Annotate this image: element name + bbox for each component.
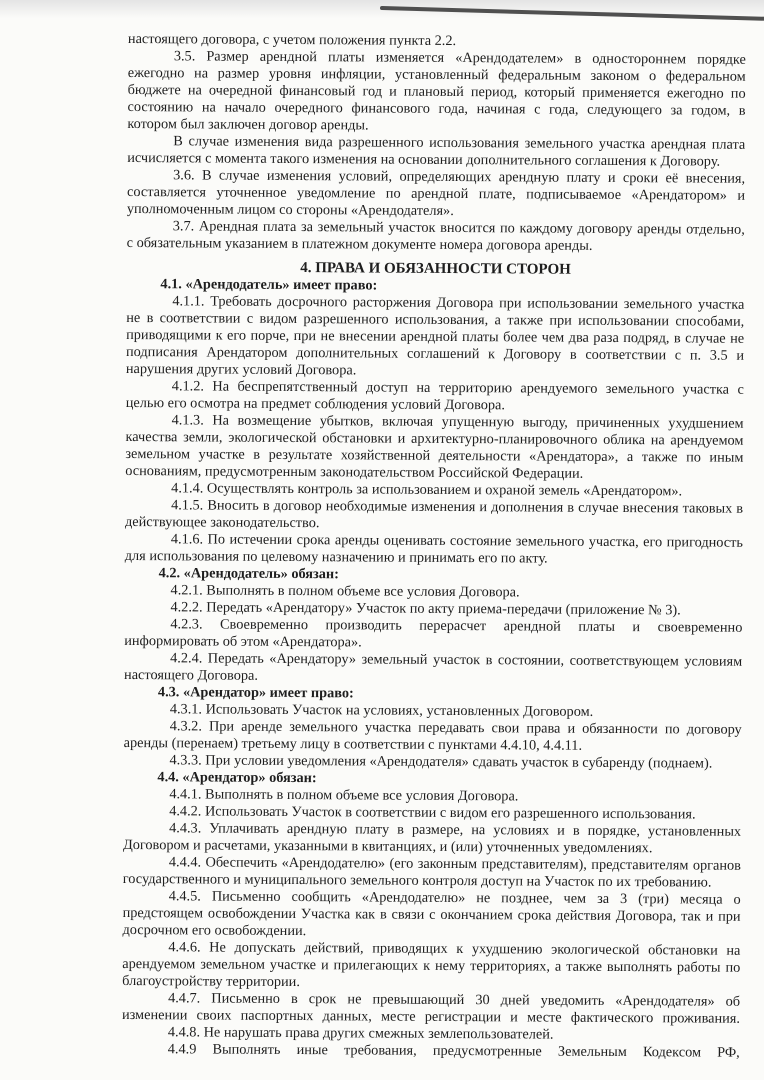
text-line: нарушения других условий Договора. (125, 360, 357, 379)
text-line: 4.4.7. Письменно в срок не превышающий 30 дней уведомить «Арендодателя» об (168, 990, 741, 1010)
text-line: аренды (перенаем) третьему лицу в соответствии с пунктами 4.4.10, 4.4.11. (123, 734, 583, 754)
text-line: земельном участке в результате хозяйственной деятельности «Арендатора», а также по иным (125, 445, 744, 466)
text-line: 4.2.1. Выполнять в полном объеме все условия Договора. (170, 582, 520, 601)
text-line: действующее законодательство. (124, 513, 320, 532)
text-line: 4.4.2. Использовать Участок в соответствии с видом его разрешенного использования. (169, 803, 696, 823)
text-line: благоустройству территории. (122, 972, 300, 991)
text-line: Договором и расчетами, указанными в квитанциях, и (или) уточненных уведомлениях. (122, 836, 653, 857)
text-line: целью его осмотра на предмет соблюдения условий Договора. (125, 394, 506, 414)
text-line: 4.2.3. Своевременно производить перерасчет арендной платы и своевременно (170, 616, 743, 636)
text-line: котором был заключен договор аренды. (127, 115, 369, 134)
subsection-heading: 4.1. «Арендодатель» имеет право: (160, 276, 378, 294)
text-line: 4.4.5. Письменно сообщить «Арендодателю» не позднее, чем за 3 (три) месяца о (168, 888, 741, 908)
text-line: предстоящем освобождении Участка как в связи с окончанием срока действия Договора, так и при (122, 904, 741, 925)
text-line: 3.5. Размер арендной платы изменяется «Арендодателем» в одностороннем порядке (173, 48, 746, 68)
text-line: арендуемом земельном участке и прилегающих к нему территориях, а также выполнять работы по (122, 955, 741, 976)
text-line: 3.7. Арендная плата за земельный участок вносится по каждому договору аренды отдельно, (172, 218, 745, 238)
text-line: государственного и муниципального земельного контроля доступ на Участок по их требованию. (122, 870, 712, 891)
text-line: 4.1.4. Осуществлять контроль за использованием и охраной земель «Арендатором». (171, 480, 683, 500)
text-line: 4.1.5. Вносить в договор необходимые изменения и дополнения в случае внесения таковых в (171, 497, 744, 517)
text-line: 3.6. В случае изменения условий, определяющих арендную плату и сроки её внесения, (173, 167, 746, 187)
text-line: 4.3.1. Использовать Участок на условиях, установленных Договором. (169, 701, 594, 720)
text-line: 4.4.4. Обеспечить «Арендодателю» (его законным представителям), представителям органов (168, 854, 741, 874)
text-line: бюджете на очередной финансовый год и плановый период, который применяется ежегодно по (127, 81, 746, 102)
text-line: 4.4.9 Выполнять иные требования, предусмотренные Земельным Кодексом РФ, (167, 1041, 740, 1061)
text-line: 4.1.6. По истечении срока аренды оценивать состояние земельного участка, его пригодность (170, 531, 743, 551)
text-line: 4.1.1. Требовать досрочного расторжения Договора при использовании земельного участка (172, 293, 745, 313)
section-heading: 4. ПРАВА И ОБЯЗАННОСТИ СТОРОН (300, 260, 571, 278)
text-line: 4.1.2. На беспрепятственный доступ на территорию арендуемого земельного участка с (171, 378, 744, 398)
text-line: исчисляется с момента такого изменения на основании дополнительного соглашения к Договору. (127, 149, 721, 170)
subsection-heading: 4.2. «Арендодатель» обязан: (158, 565, 339, 583)
text-line: подписания Арендатором дополнительных соглашений к Договору в соответствии с п. 3.5 и (125, 343, 745, 364)
text-line: составляется уточненное уведомление по арендной плате, подписываемое «Арендатором» и (126, 183, 746, 204)
text-line: ежегодно на размер уровня инфляции, установленный федеральным законом о федеральном (127, 64, 746, 85)
text-line: 4.4.1. Выполнять в полном объеме все условия Договора. (169, 786, 519, 805)
text-line: не в соответствии с видом разрешенного использования, а также при использовании способами, (126, 309, 745, 330)
text-line: информировать об этом «Арендатора». (124, 632, 362, 651)
text-line: 4.3.3. При условии уведомления «Арендодателя» сдавать участок в субаренду (поднаем). (169, 752, 713, 772)
document-page (122, 31, 746, 1062)
subsection-heading: 4.3. «Арендатор» имеет право: (157, 684, 354, 702)
text-line: изменении своих паспортных данных, месте регистрации и месте фактического проживания. (121, 1006, 741, 1027)
subsection-heading: 4.4. «Арендатор» обязан: (157, 769, 317, 787)
text-line: настоящего договора, с учетом положения пункта 2.2. (127, 31, 457, 50)
text-line: настоящего Договора. (124, 666, 258, 684)
text-line: состоянию на начало очередного финансового года, начиная с года, следующего за годом, в (127, 98, 746, 119)
text-line: 4.2.2. Передать «Арендатору» Участок по акту приема-передачи (приложение № 3). (170, 599, 681, 619)
text-line: качества земли, экологической обстановки и архитектурно-планировочного облика на арендуемом (125, 428, 744, 449)
text-line: 4.3.2. При аренде земельного участка передавать свои права и обязанности по договору (169, 718, 742, 738)
text-line: с обязательным указанием в платежном документе номера договора аренды. (126, 234, 593, 254)
text-line: досрочном его освобождении. (122, 921, 307, 940)
text-line: уполномоченным лицом со стороны «Арендодателя». (126, 200, 454, 219)
text-line: 4.4.3. Уплачивать арендную плату в размере, на условиях и в порядке, установленных (169, 820, 742, 840)
text-line: для использования по целевому назначению и принимать его по акту. (124, 547, 548, 567)
text-line: В случае изменения вида разрешенного использования земельного участка арендная плата (173, 133, 746, 153)
text-line: 4.1.3. На возмещение убытков, включая упущенную выгоду, причиненных ухудшением (171, 412, 744, 432)
text-line: основаниям, предусмотренным законодательством Российской Федерации. (125, 462, 584, 482)
text-line: 4.4.6. Не допускать действий, приводящих к ухудшению экологической обстановки на (168, 939, 741, 959)
text-line: 4.2.4. Передать «Арендатору» земельный участок в состоянии, соответствующем условиям (170, 650, 743, 670)
text-line: приводящими к его порче, при не внесении арендной платы более чем два раза подряд, в случае не (126, 326, 745, 347)
text-line: 4.4.8. Не нарушать права других смежных землепользователей. (167, 1024, 554, 1043)
